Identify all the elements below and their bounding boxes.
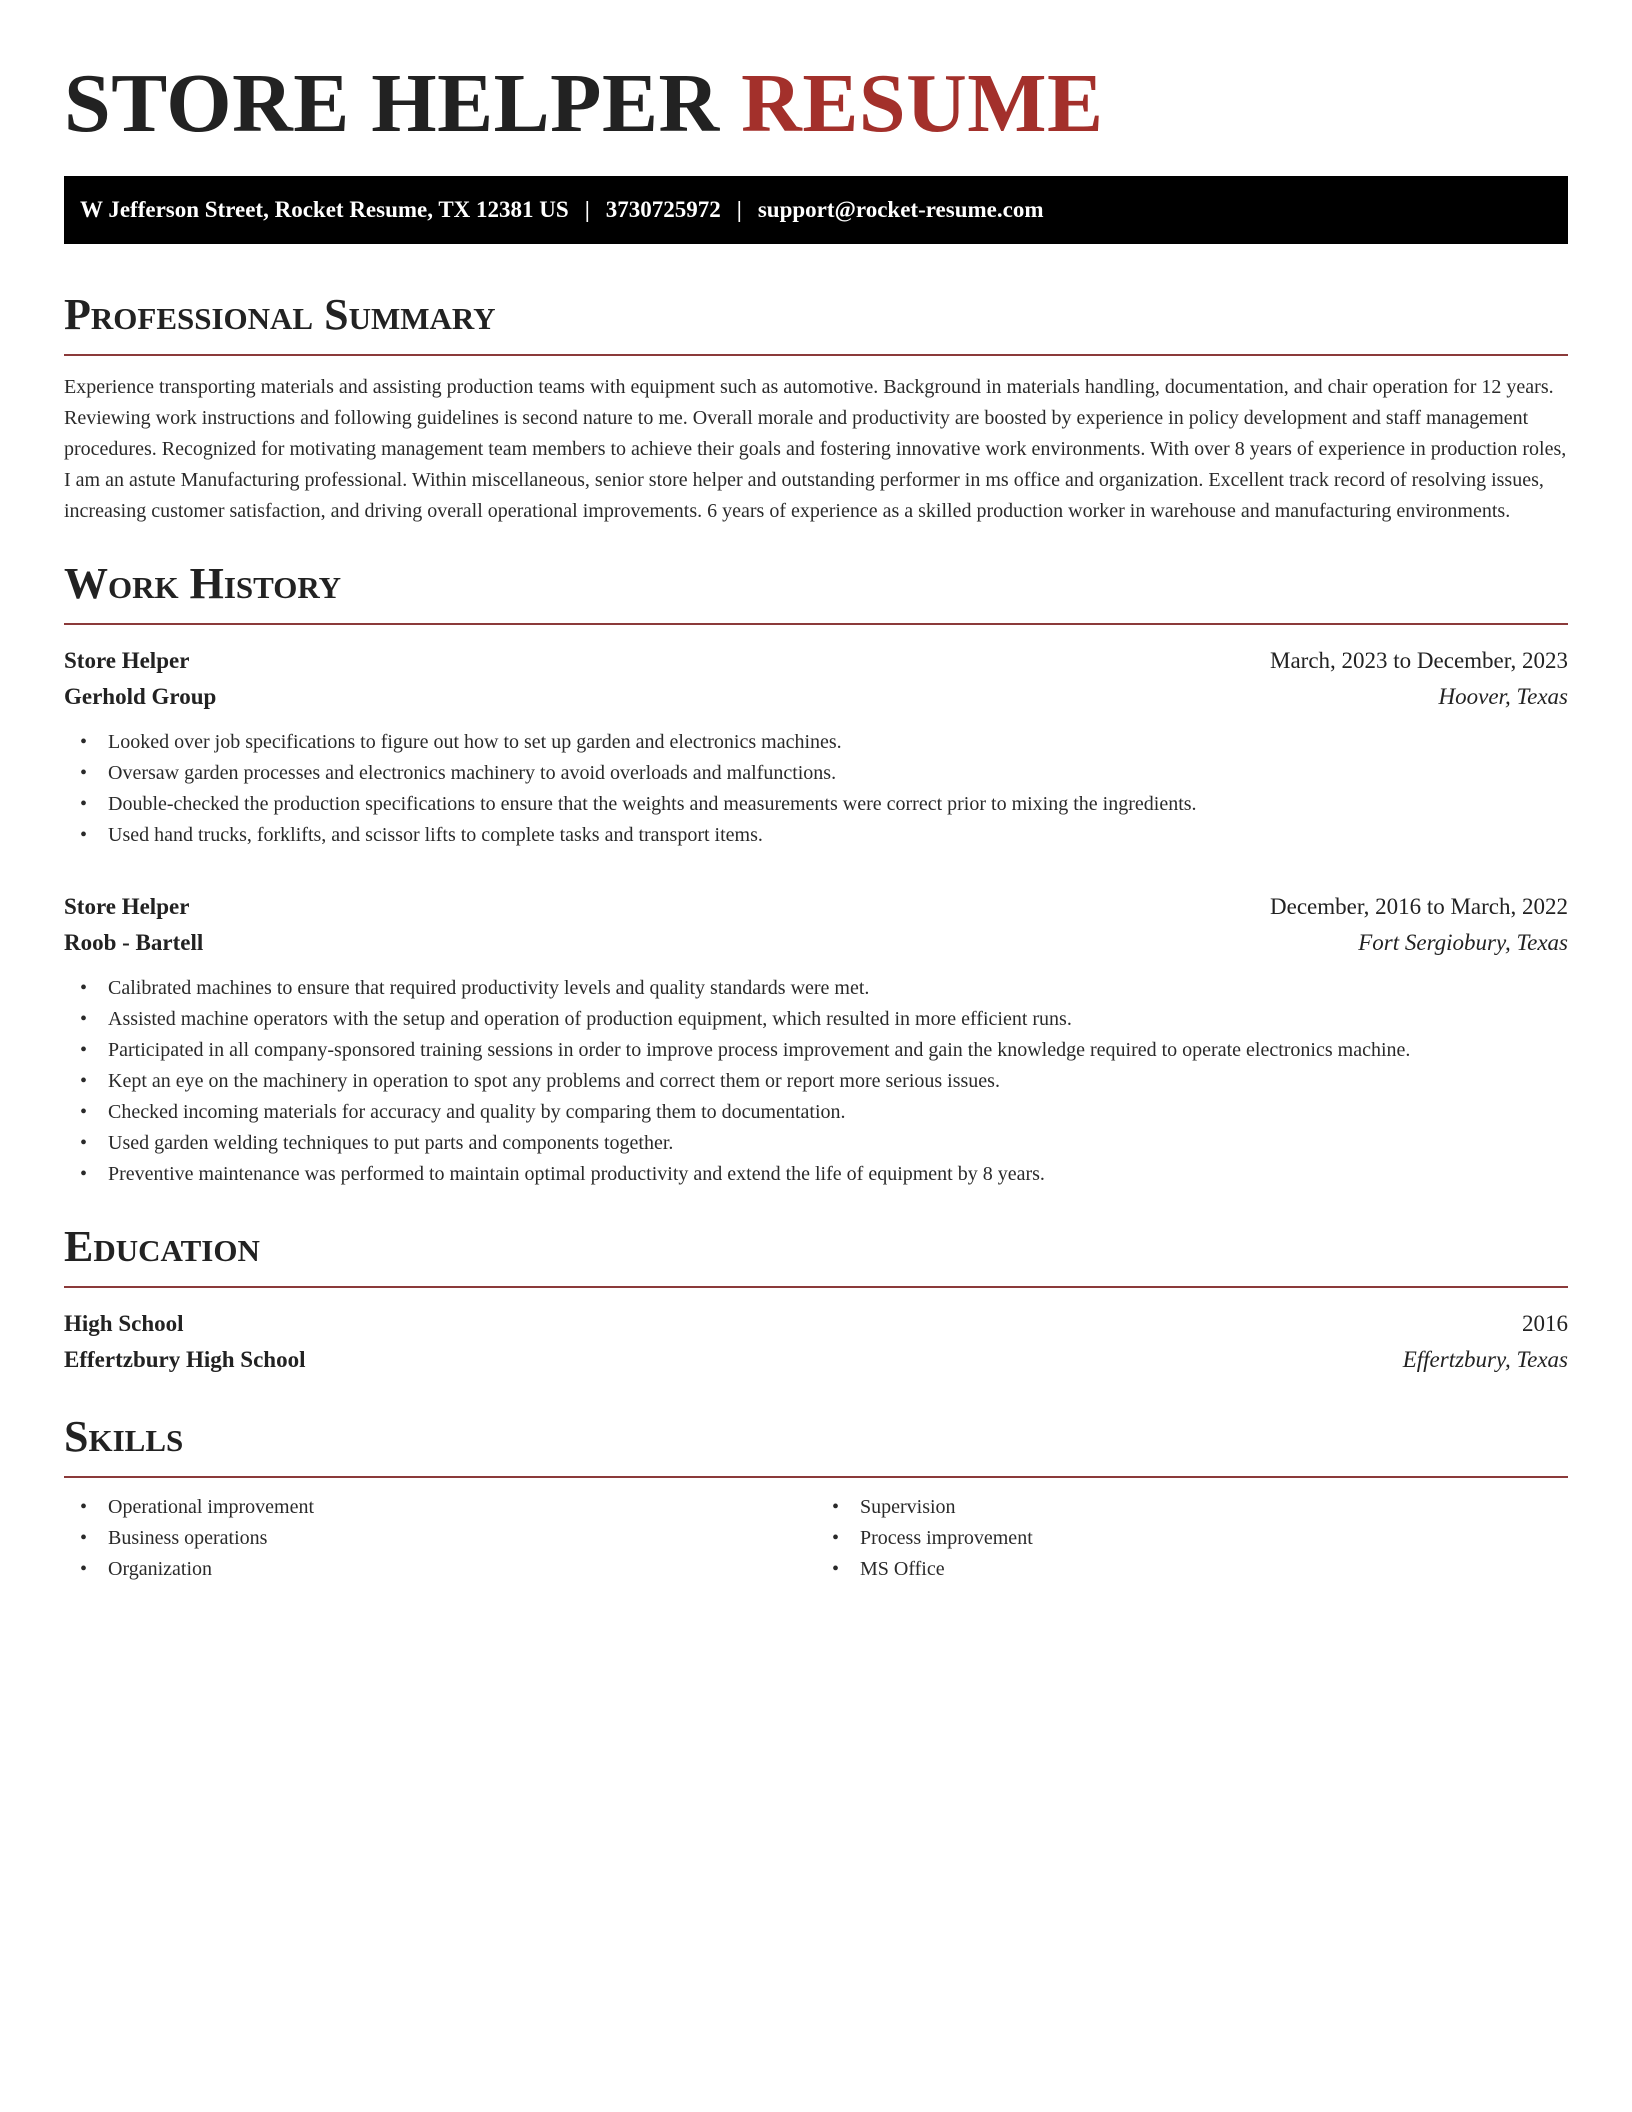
job-location: Fort Sergiobury, Texas bbox=[1358, 930, 1568, 955]
skill-item: • Process improvement bbox=[816, 1523, 1568, 1554]
job-duty-item: • Oversaw garden processes and electronics machinery to avoid overloads and malfunctions. bbox=[64, 758, 1568, 789]
education-year: 2016 bbox=[1522, 1311, 1568, 1336]
education-entry bbox=[64, 1306, 1568, 1378]
skills-columns bbox=[64, 1492, 1568, 1585]
education-degree: High School bbox=[64, 1311, 184, 1336]
contact-email: support@rocket-resume.com bbox=[757, 197, 1044, 222]
contact-phone: 3730725972 bbox=[605, 197, 721, 222]
job-duties-list bbox=[64, 973, 1568, 1190]
job-company: Gerhold Group bbox=[64, 684, 217, 709]
summary-section bbox=[64, 288, 1568, 527]
job-duty-item: • Participated in all company-sponsored training sessions in order to improve process improvement and gain the knowledge required to operate electronics machine. bbox=[64, 1035, 1568, 1066]
title-accent: RESUME bbox=[741, 57, 1104, 150]
education-school-row bbox=[64, 1342, 1568, 1378]
job-duty-item: • Checked incoming materials for accuracy and quality by comparing them to documentation. bbox=[64, 1097, 1568, 1128]
job-duty-item: • Used garden welding techniques to put parts and components together. bbox=[64, 1128, 1568, 1159]
job-company-row bbox=[64, 925, 1568, 961]
section-divider bbox=[64, 1476, 1568, 1478]
contact-address: W Jefferson Street, Rocket Resume, TX 12381 US bbox=[80, 197, 569, 222]
work-history-section bbox=[64, 557, 1568, 1190]
job-duty-item: • Looked over job specifications to figure out how to set up garden and electronics machines. bbox=[64, 727, 1568, 758]
job-entry bbox=[64, 643, 1568, 851]
job-title: Store Helper bbox=[64, 894, 190, 919]
summary-heading: Professional Summary bbox=[64, 290, 496, 339]
skill-item: • Supervision bbox=[816, 1492, 1568, 1523]
skill-item: • MS Office bbox=[816, 1554, 1568, 1585]
section-divider bbox=[64, 1286, 1568, 1288]
job-header-row bbox=[64, 889, 1568, 925]
skill-item: • Operational improvement bbox=[64, 1492, 816, 1523]
education-heading: Education bbox=[64, 1222, 260, 1271]
job-duty-item: • Kept an eye on the machinery in operation to spot any problems and correct them or report more serious issues. bbox=[64, 1066, 1568, 1097]
job-header-row bbox=[64, 643, 1568, 679]
job-company: Roob - Bartell bbox=[64, 930, 204, 955]
title-main: STORE HELPER bbox=[64, 57, 720, 150]
education-location: Effertzbury, Texas bbox=[1402, 1347, 1568, 1372]
contact-bar bbox=[64, 176, 1568, 244]
skills-heading: Skills bbox=[64, 1412, 184, 1461]
job-location: Hoover, Texas bbox=[1438, 684, 1568, 709]
job-duty-item: • Used hand trucks, forklifts, and scissor lifts to complete tasks and transport items. bbox=[64, 820, 1568, 851]
job-entry bbox=[64, 889, 1568, 1190]
contact-separator: | bbox=[736, 197, 742, 222]
section-divider bbox=[64, 623, 1568, 625]
skills-list-left bbox=[64, 1492, 816, 1585]
job-duties-list bbox=[64, 727, 1568, 851]
summary-text: Experience transporting materials and assisting production teams with equipment such as automotive. Background in materials handling, documentation, and chair operation for 12 years. Reviewing work instructions and following guidelines is second nature to me. Overall morale and productivity are boosted by experience in policy development and staff management procedures. Recognized for motivating management team members to achieve their goals and fostering innovative work environments. With over 8 years of experience in production roles, I am an astute Manufacturing professional. Within miscellaneous, senior store helper and outstanding performer in ms office and organization. Excellent track record of resolving issues, increasing customer satisfaction, and driving overall operational improvements. 6 years of experience as a skilled production worker in warehouse and manufacturing environments. bbox=[64, 376, 1567, 522]
work-history-heading: Work History bbox=[64, 559, 342, 608]
job-duty-item: • Preventive maintenance was performed to maintain optimal productivity and extend the life of equipment by 8 years. bbox=[64, 1159, 1568, 1190]
section-divider bbox=[64, 354, 1568, 356]
contact-separator: | bbox=[584, 197, 590, 222]
education-section bbox=[64, 1220, 1568, 1378]
education-header-row bbox=[64, 1306, 1568, 1342]
job-dates: March, 2023 to December, 2023 bbox=[1270, 648, 1568, 673]
job-company-row bbox=[64, 679, 1568, 715]
job-dates: December, 2016 to March, 2022 bbox=[1270, 894, 1568, 919]
job-duty-item: • Calibrated machines to ensure that required productivity levels and quality standards were met. bbox=[64, 973, 1568, 1004]
skills-section bbox=[64, 1410, 1568, 1585]
skill-item: • Business operations bbox=[64, 1523, 816, 1554]
skills-list-right bbox=[816, 1492, 1568, 1585]
resume-title bbox=[64, 56, 1568, 152]
education-school: Effertzbury High School bbox=[64, 1347, 306, 1372]
job-duty-item: • Assisted machine operators with the setup and operation of production equipment, which resulted in more efficient runs. bbox=[64, 1004, 1568, 1035]
skill-item: • Organization bbox=[64, 1554, 816, 1585]
job-duty-item: • Double-checked the production specifications to ensure that the weights and measurements were correct prior to mixing the ingredients. bbox=[64, 789, 1568, 820]
job-title: Store Helper bbox=[64, 648, 190, 673]
